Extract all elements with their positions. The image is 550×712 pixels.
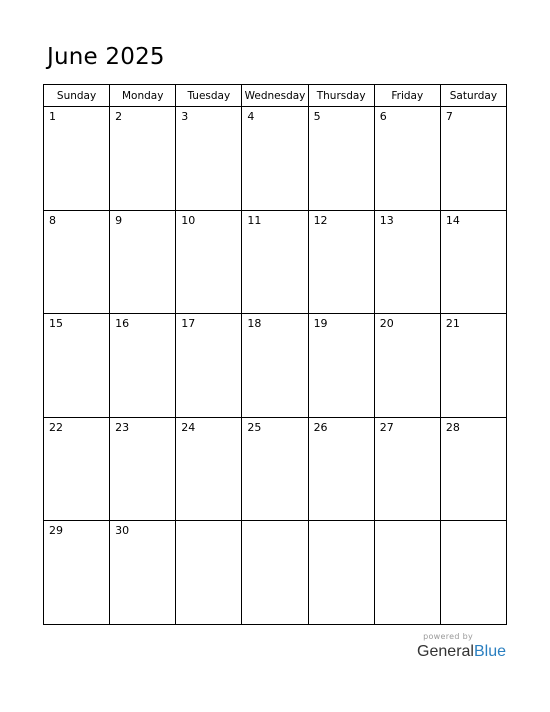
day-number: 22 [49,420,63,434]
week-row [44,314,507,418]
day-cell [308,314,374,418]
day-number: 1 [49,110,56,123]
calendar-grid [43,84,507,625]
day-cell [308,107,374,211]
day-cell [242,314,308,418]
day-number [176,521,241,524]
day-number: 9 [115,213,123,227]
day-number: 17 [181,317,196,330]
day-number: 2 [115,110,123,123]
day-cell [308,521,374,625]
day-cell [176,521,242,625]
day-cell [374,107,440,211]
day-number: 15 [49,317,63,330]
day-cell [44,521,110,625]
day-cell [374,210,440,314]
brand-blue-text: Blue [473,643,506,660]
day-cell [44,417,110,521]
day-cell [374,521,440,625]
day-number: 24 [181,420,196,434]
day-cell [44,107,110,211]
weekday-friday: Friday [374,85,440,107]
day-cell [242,210,308,314]
day-cell [242,107,308,211]
day-number: 13 [379,213,394,227]
day-number [309,521,374,524]
brand-logo [417,643,506,661]
day-cell [440,210,506,314]
day-number: 30 [115,524,130,537]
day-number: 6 [379,110,387,123]
weekday-sunday: Sunday [44,85,110,107]
day-number [242,521,307,524]
day-number: 18 [247,317,262,330]
weekday-saturday: Saturday [440,85,506,107]
day-cell [110,314,176,418]
day-cell [110,417,176,521]
day-number: 14 [445,213,460,227]
day-number: 20 [379,317,394,330]
day-number: 7 [445,110,453,123]
day-number [441,521,506,524]
week-row [44,107,507,211]
weekday-wednesday: Wednesday [242,85,308,107]
weekday-thursday: Thursday [308,85,374,107]
weekday-tuesday: Tuesday [176,85,242,107]
day-number: 5 [313,110,321,123]
day-number: 29 [49,524,63,537]
day-cell [110,210,176,314]
day-number: 3 [181,110,189,123]
weekday-header-row [44,85,507,107]
page-title: June 2025 [47,44,165,70]
day-cell [44,314,110,418]
day-cell [242,417,308,521]
day-number: 12 [313,213,328,227]
day-cell [44,210,110,314]
weekday-monday: Monday [110,85,176,107]
brand-general-text: General [417,643,474,660]
day-cell [242,521,308,625]
day-number [375,521,440,524]
day-cell [308,210,374,314]
day-cell [440,521,506,625]
day-number: 4 [247,110,255,123]
day-number: 28 [445,420,460,434]
week-row [44,521,507,625]
powered-by-text: powered by [423,632,473,641]
day-number: 11 [247,213,262,227]
day-number: 8 [49,213,56,227]
day-number: 21 [445,317,460,330]
day-number: 27 [379,420,394,434]
day-number: 16 [115,317,130,330]
day-number: 23 [115,420,130,434]
day-cell [374,417,440,521]
day-number: 25 [247,420,262,434]
day-cell [308,417,374,521]
week-row [44,417,507,521]
day-cell [110,107,176,211]
day-number: 19 [313,317,328,330]
day-cell [440,107,506,211]
day-cell [110,521,176,625]
day-cell [176,210,242,314]
footer-branding [417,632,506,661]
day-cell [440,417,506,521]
day-cell [176,107,242,211]
day-number: 10 [181,213,196,227]
day-cell [176,417,242,521]
day-cell [374,314,440,418]
day-cell [176,314,242,418]
week-row [44,210,507,314]
day-cell [440,314,506,418]
day-number: 26 [313,420,328,434]
